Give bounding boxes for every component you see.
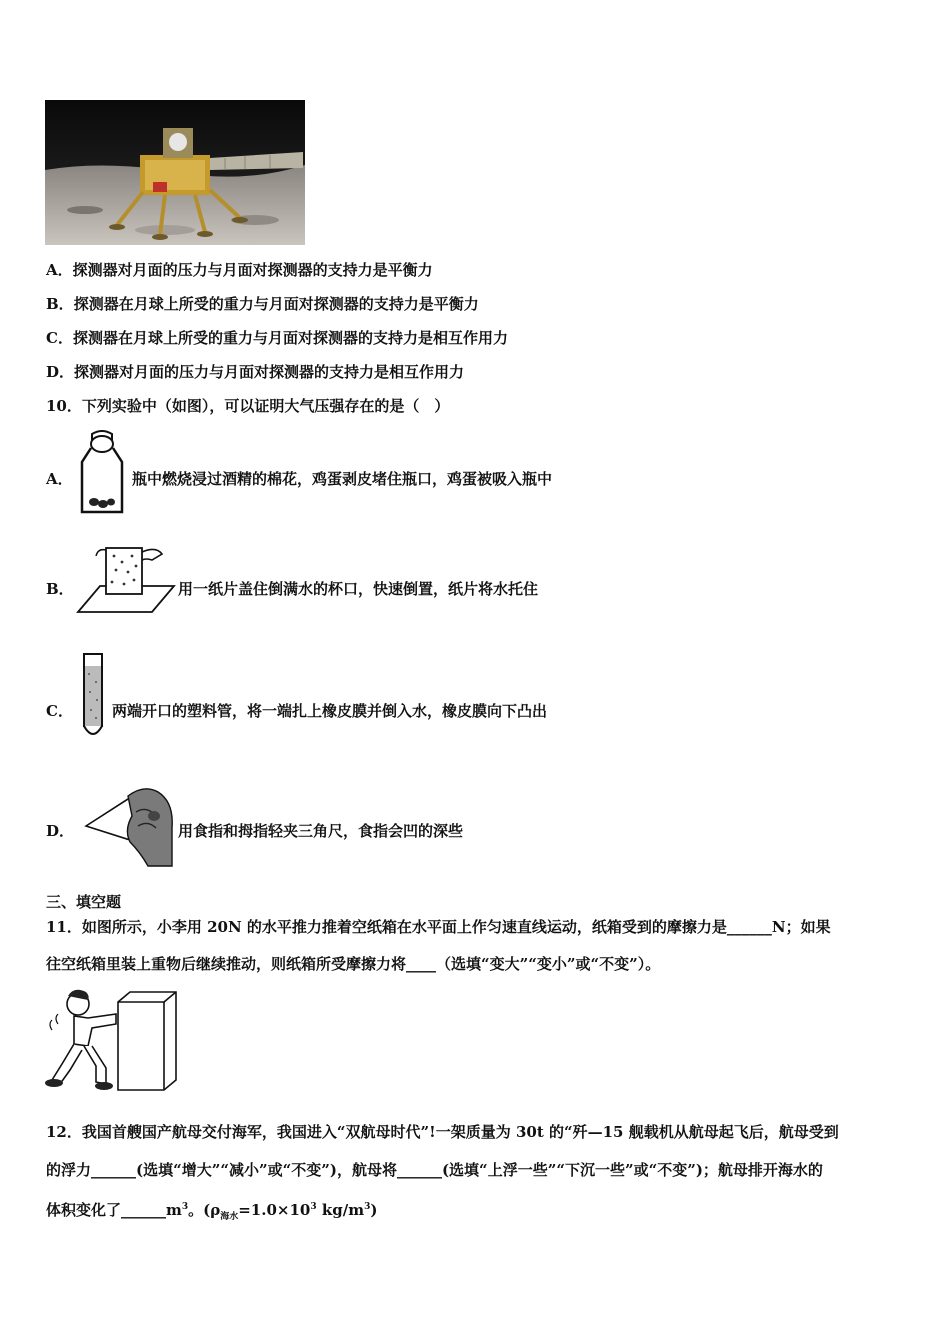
boy-pushing-box-icon: [44, 984, 178, 1096]
q11-line-2: 往空纸箱里装上重物后继续推动，则纸箱所受摩擦力将____（选填“变大”“变小”或“不变”）。: [46, 955, 661, 973]
option-text: 探测器对月面的压力与月面对探测器的支持力是相互作用力: [74, 363, 465, 381]
jar-egg-icon: [76, 430, 128, 520]
option-text: 探测器在月球上所受的重力与月面对探测器的支持力是平衡力: [73, 295, 479, 313]
q9-option-c: [46, 328, 508, 348]
q10-option-c-letter: C．: [46, 702, 73, 720]
option-text: 探测器对月面的压力与月面对探测器的支持力是平衡力: [72, 261, 433, 279]
cup-card-icon: [76, 542, 176, 618]
q10-option-a-letter: A．: [46, 470, 73, 488]
q11-line-1: 11．如图所示，小李用 20N 的水平推力推着空纸箱在水平面上作匀速直线运动，纸箱受到的摩擦力是______N；如果: [46, 918, 831, 936]
q10-option-d-letter: D．: [46, 822, 75, 840]
q12-line-3: 体积变化了$\_\_\_\_\_\_m^3$。($\rho_{海水}=1.0\times 10^3$ $kg/m^3$): [46, 1201, 378, 1222]
section-title: 三、填空题: [46, 893, 122, 911]
option-letter: A．: [46, 261, 73, 279]
option-letter: B．: [46, 295, 74, 313]
q10-stem: 10．下列实验中（如图），可以证明大气压强存在的是（ ）: [46, 397, 450, 415]
q10-option-b-letter: B．: [46, 580, 74, 598]
q12-line-2: 的浮力______(选填“增大”“减小”或“不变”)，航母将______(选填“上浮一些”“下沉一些”或“不变”)；航母排开海水的: [46, 1161, 823, 1179]
q10-option-b-text: 用一纸片盖住倒满水的杯口，快速倒置，纸片将水托住: [178, 580, 539, 598]
q9-option-a: [46, 260, 433, 280]
tube-membrane-icon: [78, 652, 108, 746]
q9-option-d: [46, 362, 464, 382]
option-letter: C．: [46, 329, 73, 347]
option-text: 探测器在月球上所受的重力与月面对探测器的支持力是相互作用力: [72, 329, 508, 347]
q9-option-b: [46, 294, 479, 314]
q12-line-1: 12．我国首艘国产航母交付海军，我国进入“双航母时代”!一架质量为 30t 的“歼—15 舰载机从航母起飞后，航母受到: [46, 1123, 839, 1141]
q10-option-c-text: 两端开口的塑料管，将一端扎上橡皮膜并倒入水，橡皮膜向下凸出: [112, 702, 548, 720]
q10-option-d-text: 用食指和拇指轻夹三角尺，食指会凹的深些: [178, 822, 464, 840]
q10-option-a-text: 瓶中燃烧浸过酒精的棉花，鸡蛋剥皮堵住瓶口，鸡蛋被吸入瓶中: [132, 470, 553, 488]
hand-ruler-icon: [84, 782, 176, 872]
lunar-lander-photo: [45, 100, 305, 245]
option-letter: D．: [46, 363, 75, 381]
